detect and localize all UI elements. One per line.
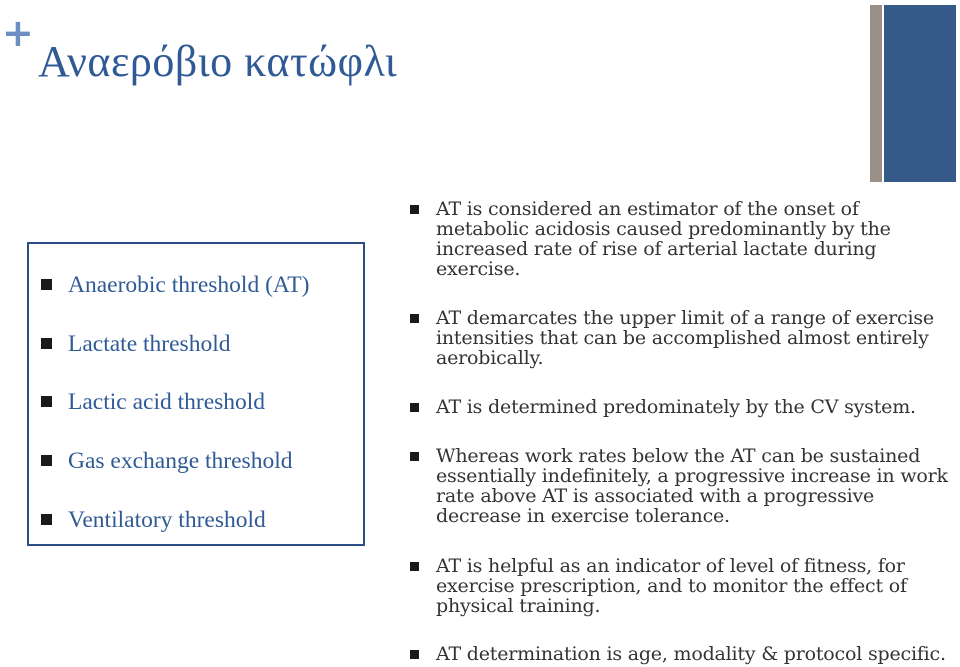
bullet-icon bbox=[410, 650, 419, 659]
bullet-icon bbox=[410, 562, 419, 571]
list-item: Whereas work rates below the AT can be sustained essentially indefinitely, a progressive increase in work rate above AT is associated with a progressive decrease in exercise tolerance. bbox=[410, 446, 950, 526]
bullet-icon bbox=[41, 396, 52, 407]
list-item: Ventilatory threshold bbox=[41, 507, 266, 534]
bullet-icon bbox=[410, 452, 419, 461]
bullet-icon bbox=[410, 314, 419, 323]
decorative-gray-bar bbox=[870, 5, 882, 182]
list-item: Lactic acid threshold bbox=[41, 389, 265, 416]
bullet-icon bbox=[410, 403, 419, 412]
bullet-icon bbox=[41, 338, 52, 349]
list-item: Gas exchange threshold bbox=[41, 448, 292, 475]
list-item: AT is considered an estimator of the onset of metabolic acidosis caused predominantly by the increased rate of rise of arterial lactate during exercise. bbox=[410, 199, 950, 279]
bullet-icon bbox=[41, 514, 52, 525]
list-item: AT is determined predominately by the CV system. bbox=[410, 397, 950, 417]
list-item: AT demarcates the upper limit of a range of exercise intensities that can be accomplished almost entirely aerobically. bbox=[410, 308, 950, 368]
bullet-icon bbox=[410, 205, 419, 214]
plus-icon: + bbox=[2, 11, 34, 55]
list-item: AT determination is age, modality & protocol specific. bbox=[410, 644, 950, 664]
threshold-names-box bbox=[27, 242, 365, 546]
decorative-blue-bar bbox=[884, 5, 956, 182]
slide-title: Αναερόβιο κατώφλι bbox=[38, 37, 398, 86]
list-item: AT is helpful as an indicator of level of fitness, for exercise prescription, and to monitor the effect of physical training. bbox=[410, 556, 950, 616]
list-item: Anaerobic threshold (AT) bbox=[41, 272, 309, 299]
bullet-icon bbox=[41, 455, 52, 466]
bullet-icon bbox=[41, 279, 52, 290]
list-item: Lactate threshold bbox=[41, 331, 230, 358]
